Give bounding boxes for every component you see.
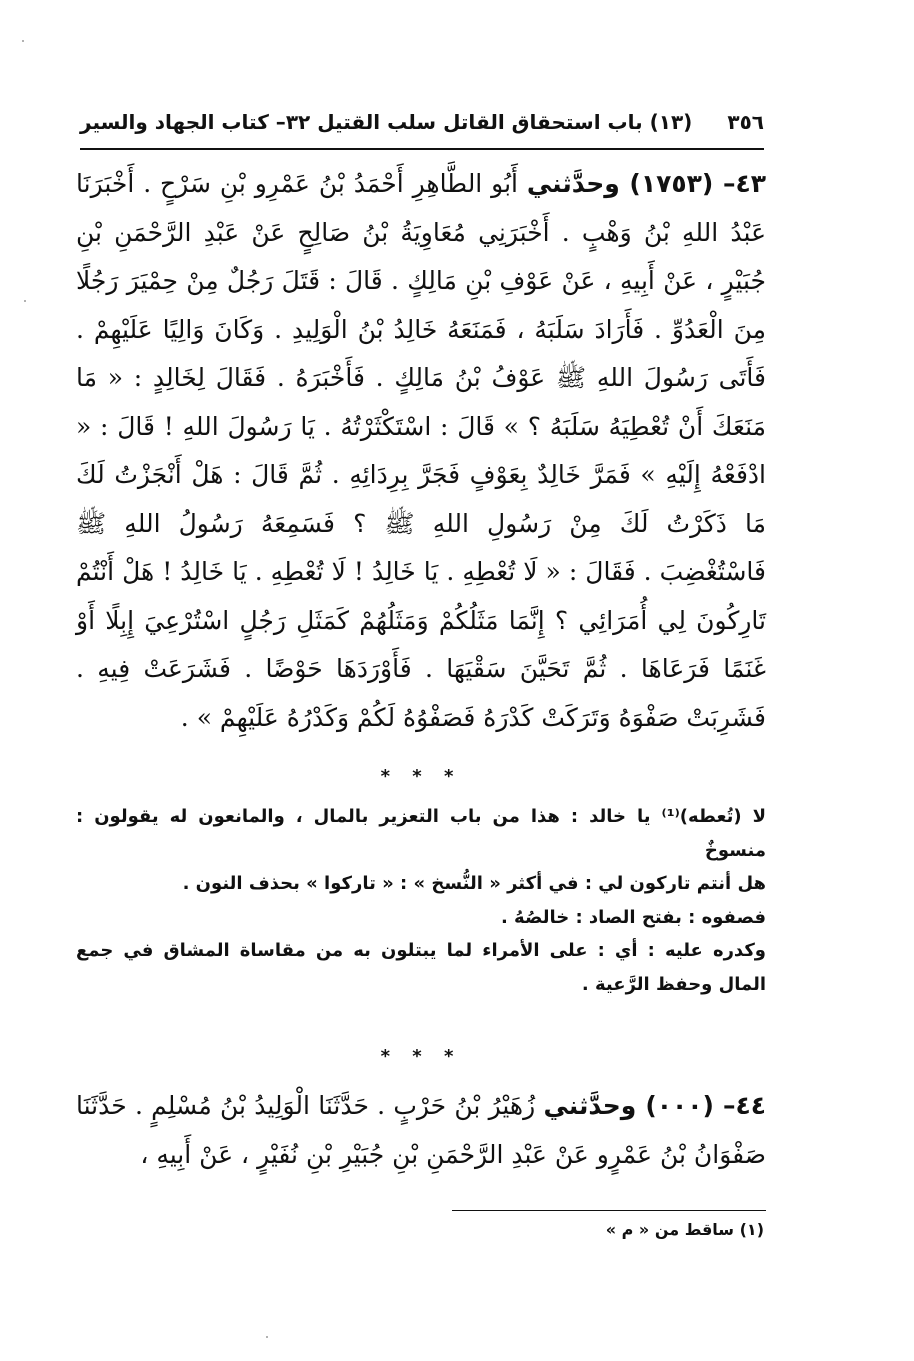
section-separator: * * * (380, 766, 462, 787)
hadith-43-heading: ٤٣– (١٧٥٣) وحدَّثني (526, 169, 766, 198)
commentary-line: لا (تُعطه)⁽¹⁾ يا خالد : هذا من باب التعزير بالمال ، والمانعون له يقولون : منسوخٌ (76, 806, 766, 861)
running-title: (١٣) باب استحقاق القاتل سلب القتيل ٣٢– كتاب الجهاد والسير (80, 110, 693, 134)
scan-speck (22, 40, 24, 42)
commentary-line: وكدره عليه : أي : على الأمراء لما يبتلون به من مقاساة المشاق في جمع المال وحفظ الرَّعية . (76, 940, 766, 995)
commentary-line: فصفوه : بفتح الصاد : خالصُهُ . (500, 906, 766, 928)
commentary-block (76, 800, 766, 1001)
footnote: (١) ساقط من « م » (605, 1220, 764, 1239)
scan-speck (24, 300, 26, 302)
page-header (80, 104, 764, 144)
hadith-43-text: أَبُو الطَّاهِرِ أَحْمَدُ بْنُ عَمْرِو بْنِ سَرْحٍ . أَخْبَرَنَا عَبْدُ اللهِ بْنُ وَهْبٍ . أَخْبَرَنِي مُعَاوِيَةُ بْنُ صَالِحٍ عَنْ عَبْدِ الرَّحْمَنِ بْنِ جُبَيْرٍ ، عَنْ أَبِيهِ ، عَنْ عَوْفِ بْنِ مَالِكٍ . قَالَ : قَتَلَ رَجُلٌ مِنْ حِمْيَرَ رَجُلًا مِنَ الْعَدُوِّ . فَأَرَادَ سَلَبَهُ ، فَمَنَعَهُ خَالِدُ بْنُ الْوَلِيدِ . وَكَانَ وَالِيًا عَلَيْهِمْ . فَأَتَى رَسُولَ اللهِ ﷺ عَوْفُ بْنُ مَالِكٍ . فَأَخْبَرَهُ . فَقَالَ لِخَالِدٍ : « مَا مَنَعَكَ أَنْ تُعْطِيَهُ سَلَبَهُ ؟ » قَالَ : اسْتَكْثَرْتُهُ . يَا رَسُولَ اللهِ ! قَالَ : « ادْفَعْهُ إِلَيْهِ » فَمَرَّ خَالِدٌ بِعَوْفٍ فَجَرَّ بِرِدَائِهِ . ثُمَّ قَالَ : هَلْ أَنْجَزْتُ لَكَ مَا ذَكَرْتُ لَكَ مِنْ رَسُولِ اللهِ ﷺ ؟ فَسَمِعَهُ رَسُولُ اللهِ ﷺ فَاسْتُغْضِبَ . فَقَالَ : « لَا تُعْطِهِ . يَا خَالِدُ ! لَا تُعْطِهِ . يَا خَالِدُ ! هَلْ أَنْتُمْ تَارِكُونَ لِي أُمَرَائِي ؟ إِنَّمَا مَثَلُكُمْ وَمَثَلُهُمْ كَمَثَلِ رَجُلٍ اسْتُرْعِيَ إِبِلًا أَوْ غَنَمًا فَرَعَاهَا . ثُمَّ تَحَيَّنَ سَقْيَهَا . فَأَوْرَدَهَا حَوْضًا . فَشَرَعَتْ فِيهِ . فَشَرِبَتْ صَفْوَهُ وَتَرَكَتْ كَدْرَهُ فَصَفْوُهُ لَكُمْ وَكَدْرُهُ عَلَيْهِمْ » . (76, 169, 766, 732)
header-divider (80, 148, 764, 150)
footnote-divider (452, 1210, 766, 1211)
hadith-43 (76, 160, 766, 742)
hadith-44-heading: ٤٤– (٠٠٠) وحدَّثني (543, 1091, 767, 1120)
section-separator: * * * (380, 1046, 462, 1067)
hadith-44 (76, 1082, 766, 1179)
page-number: ٣٥٦ (727, 110, 764, 134)
scan-speck (266, 1336, 268, 1338)
commentary-line: هل أنتم تاركون لي : في أكثر « النُّسخ » : « تاركوا » بحذف النون . (182, 873, 766, 894)
hadith-44-text: زُهَيْرُ بْنُ حَرْبٍ . حَدَّثَنَا الْوَلِيدُ بْنُ مُسْلِمٍ . حَدَّثَنَا صَفْوَانُ بْنُ عَمْرٍو عَنْ عَبْدِ الرَّحْمَنِ بْنِ جُبَيْرِ بْنِ نُفَيْرٍ ، عَنْ أَبِيهِ ، (76, 1091, 766, 1169)
